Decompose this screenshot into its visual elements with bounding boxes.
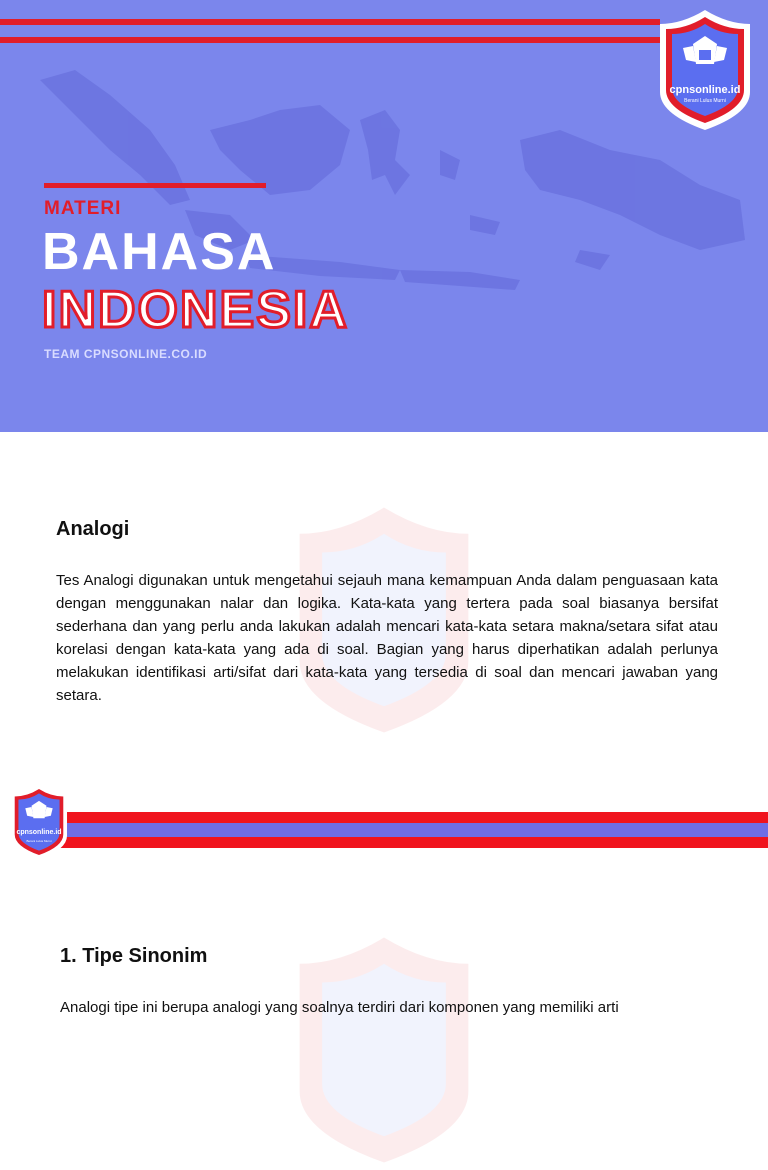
header-band-red-bottom [60, 837, 768, 848]
hero-title-line1: BAHASA [42, 223, 277, 281]
analogi-paragraph: Tes Analogi digunakan untuk mengetahui sejauh mana kemampuan Anda dalam penguasaan kata dengan menggunakan nalar dan logika. Kata-kata yang tertera pada soal biasanya bersifat sederhana dan yang perlu anda lakukan adalah mencari kata-kata setara makna/setara sifat atau korelasi dengan kata-kata yang ada di soal. Bagian yang harus diperhatikan adalah perlunya melakukan identifikasi arti/sifat dari kata-kata yang tersedia di soal dan mencari jawaban yang setara. [56, 572, 718, 704]
logo-watermark-2 [284, 930, 484, 1170]
logo-tagline-small: Berani Lulus Murni [26, 839, 52, 843]
section-heading-analogi: Analogi [56, 518, 130, 540]
hero-banner [0, 0, 768, 432]
title-accent-bar [44, 183, 266, 188]
cpnsonline-logo-badge [652, 6, 758, 134]
logo-name: cpnsonline.id [669, 84, 741, 96]
shield-icon [6, 782, 72, 862]
logo-name-small: cpnsonline.id [16, 829, 62, 836]
team-credit: TEAM CPNSONLINE.CO.ID [44, 347, 208, 361]
header-band-red-top [60, 812, 768, 823]
hero-title-line2: INDONESIA [42, 281, 349, 339]
tipe-sinonim-paragraph: Analogi tipe ini berupa analogi yang soalnya terdiri dari komponen yang memiliki arti [60, 999, 619, 1016]
top-red-stripe-2 [0, 37, 660, 43]
top-red-stripe [0, 19, 660, 25]
logo-tagline: Berani Lulus Murni [684, 98, 726, 104]
materi-label: MATERI [44, 198, 122, 219]
header-band-blue [60, 823, 768, 837]
cpnsonline-logo-badge-small [6, 782, 72, 862]
shield-icon [652, 6, 758, 134]
section-heading-tipe-sinonim: 1. Tipe Sinonim [60, 945, 208, 967]
